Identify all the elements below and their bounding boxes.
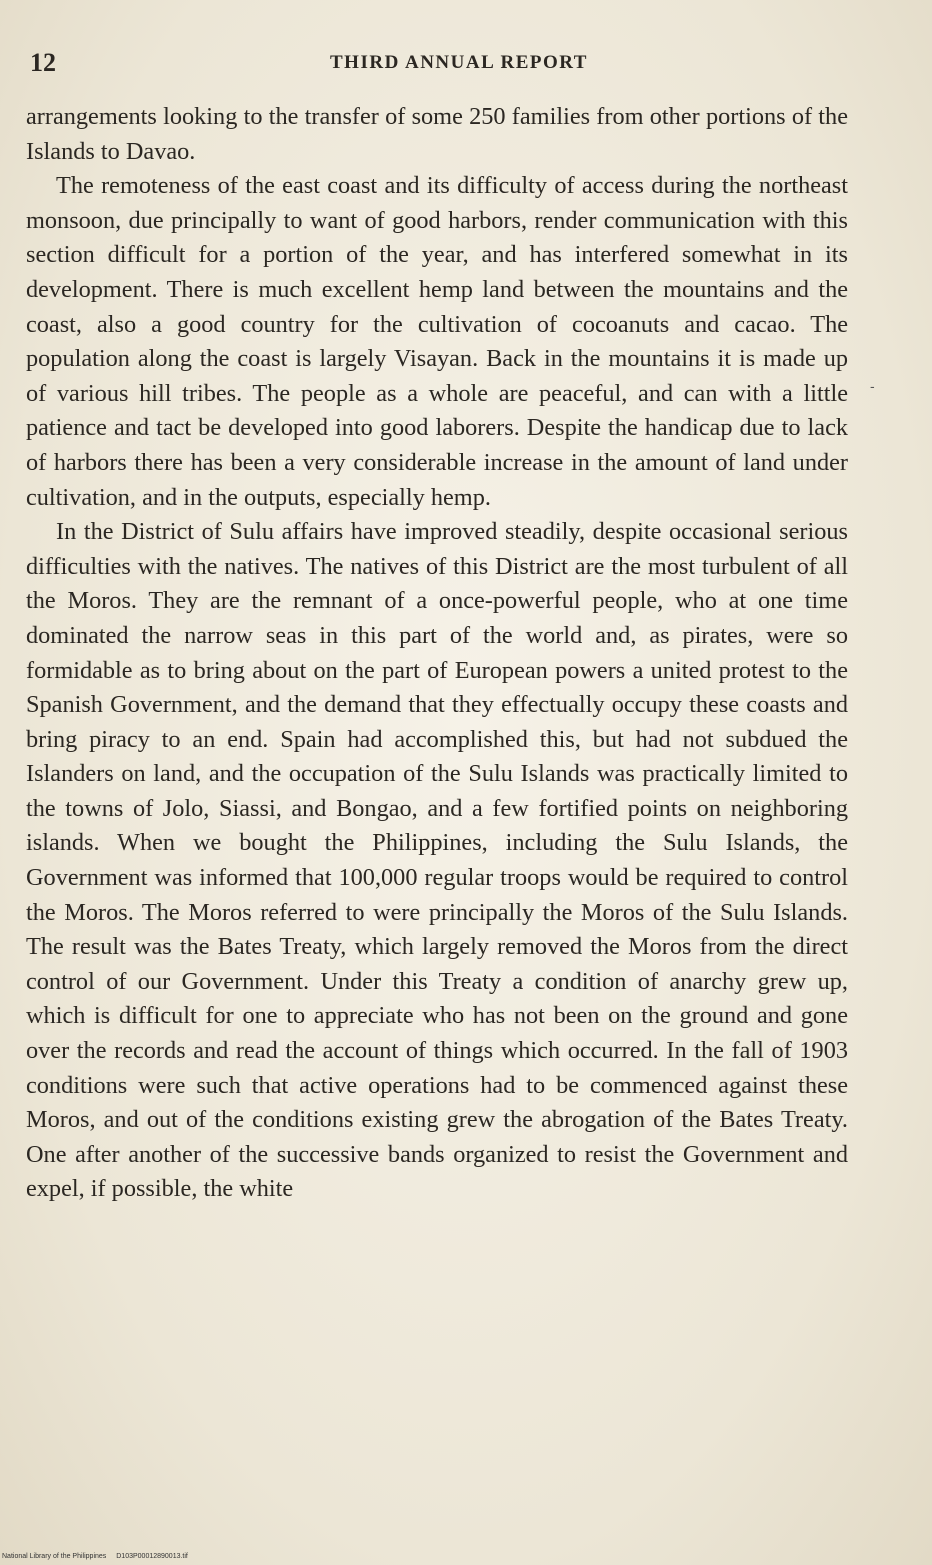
running-head: THIRD ANNUAL REPORT	[330, 52, 588, 73]
footer-file-id: D103P00012890013.tif	[116, 1553, 188, 1560]
body-text	[26, 100, 848, 1207]
footer-library: National Library of the Philippines	[2, 1553, 107, 1560]
paragraph-2: The remoteness of the east coast and its difficulty of access during the northeast monsoon, due principally to want of good harbors, render communication with this section difficult for a portion of the year, and has interfered somewhat in its development. There is much excellent hemp land between the mountains and the coast, also a good country for the cultivation of cocoanuts and cacao. The population along the coast is largely Visayan. Back in the mountains it is made up of various hill tribes. The people as a whole are peaceful, and can with a little patience and tact be developed into good laborers. Despite the handicap due to lack of harbors there has been a very considerable increase in the amount of land under cultivation, and in the outputs, especially hemp.	[26, 172, 848, 511]
page-header	[30, 48, 892, 82]
paragraph-3: In the District of Sulu affairs have improved steadily, despite occasional serious difficulties with the natives. The natives of this District are the most turbulent of all the Moros. They are the remnant of a once-powerful people, who at one time dominated the narrow seas in this part of the world and, as pirates, were so formidable as to bring about on the part of European powers a united protest to the Spanish Government, and the demand that they effectually occupy these coasts and bring piracy to an end. Spain had accomplished this, but had not subdued the Islanders on land, and the occupation of the Sulu Islands was practically limited to the towns of Jolo, Siassi, and Bongao, and a few fortified points on neighboring islands. When we bought the Philippines, including the Sulu Islands, the Government was informed that 100,000 regular troops would be required to control the Moros. The Moros referred to were principally the Moros of the Sulu Islands. The result was the Bates Treaty, which largely removed the Moros from the direct control of our Government. Under this Treaty a condition of anarchy grew up, which is difficult for one to appreciate who has not been on the ground and gone over the records and read the account of things which occurred. In the fall of 1903 conditions were such that active operations had to be commenced against these Moros, and out of the conditions existing grew the abrogation of the Bates Treaty. One after another of the successive bands organized to resist the Government and expel, if possible, the white	[26, 518, 848, 1203]
margin-mark: -	[870, 378, 875, 394]
paragraph-1: arrangements looking to the transfer of some 250 families from other portions of the Islands to Davao.	[26, 103, 848, 165]
page-number: 12	[30, 48, 56, 77]
scan-footer	[2, 1553, 196, 1563]
